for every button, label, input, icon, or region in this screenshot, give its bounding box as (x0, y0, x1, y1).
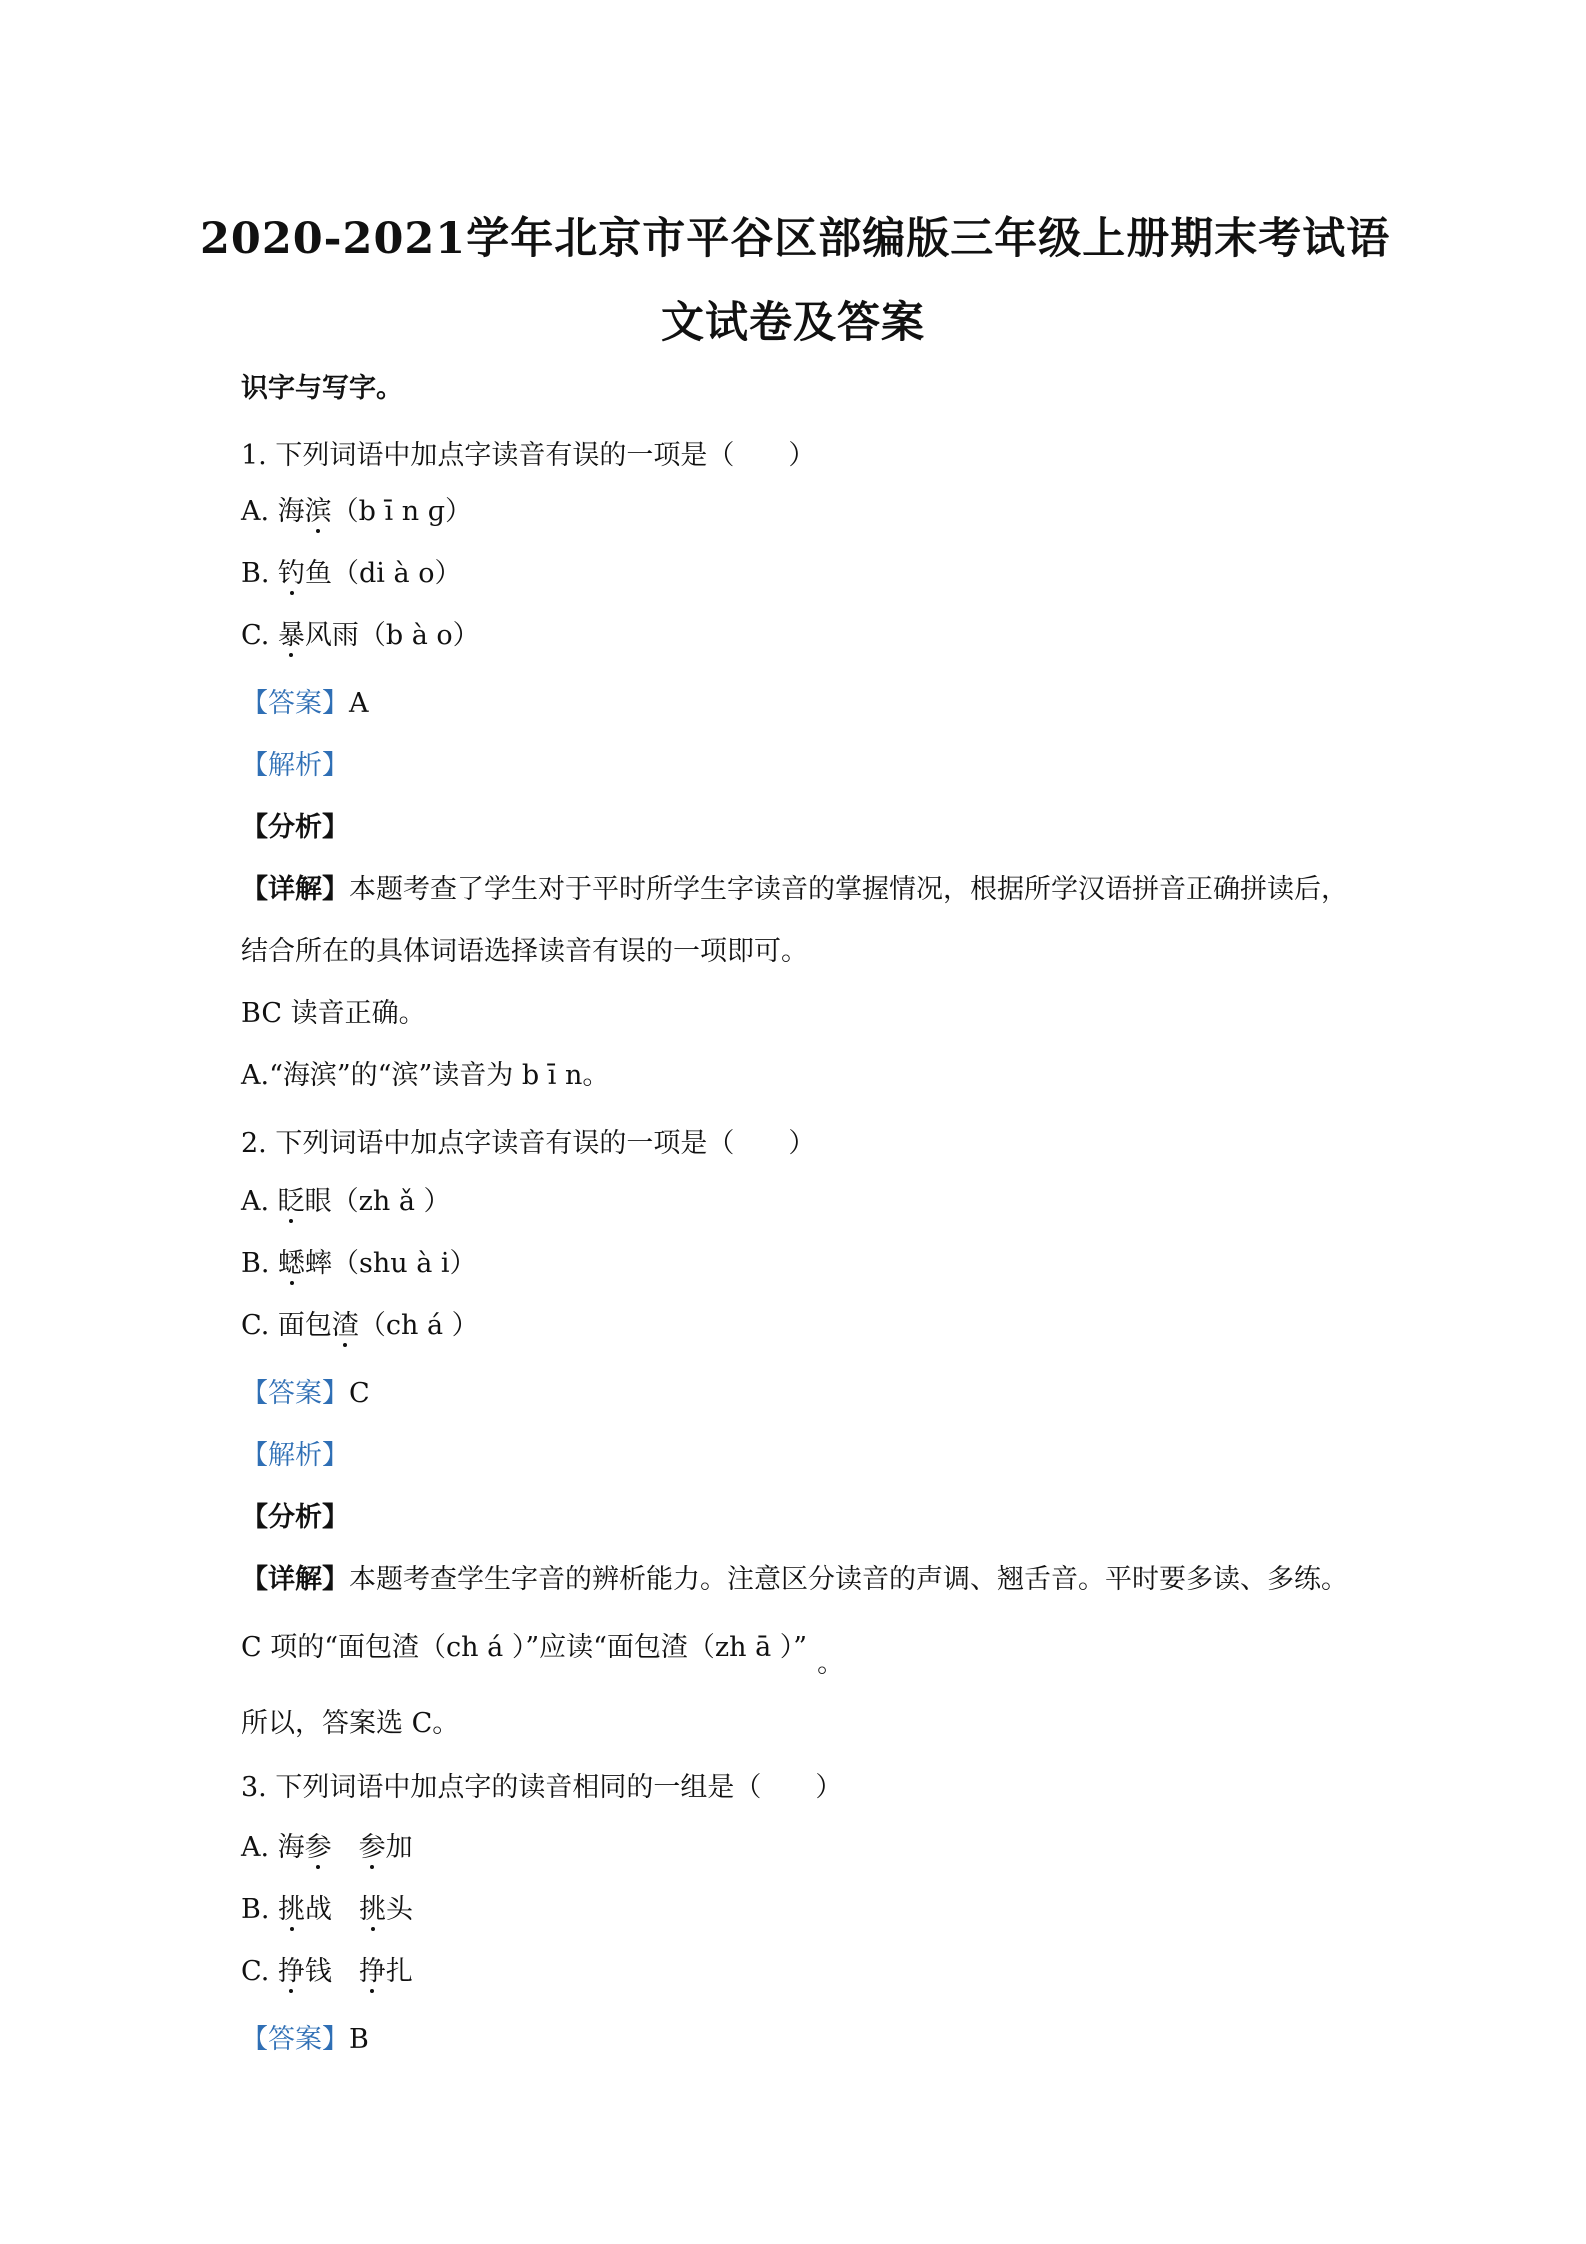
q1-answer-value: A (349, 688, 369, 719)
q3-option-a-suffix: 加 (385, 1832, 413, 1863)
q2-stem: 2. 下列词语中加点字读音有误的一项是（ ） (241, 1128, 816, 1159)
document-title-line-1: 2020-2021学年北京市平谷区部编版三年级上册期末考试语 (200, 214, 1391, 264)
q3-option-b (241, 1894, 413, 1926)
q3-option-c-prefix: C. (241, 1956, 278, 1987)
q2-option-a (241, 1186, 451, 1218)
q1-option-a-suffix: （b ī n ɡ） (331, 496, 473, 527)
q3-answer (241, 2024, 369, 2056)
q1-detail-line-1 (241, 874, 1348, 906)
q2-option-c-dotted-char: 渣 (331, 1310, 359, 1341)
q2-option-a-prefix: A. (241, 1186, 278, 1217)
q3-option-a-prefix: A. 海 (241, 1832, 305, 1863)
q3-option-b-middle: 战 (305, 1894, 360, 1925)
document-title-line-2: 文试卷及答案 (661, 298, 925, 348)
q3-option-c-dotted-char-1: 挣 (277, 1956, 305, 1987)
q2-option-a-dotted-char: 眨 (277, 1186, 305, 1217)
q2-detail-text-1: 本题考查学生字音的辨析能力。注意区分读音的声调、翘舌音。平时要多读、多练。 (349, 1564, 1348, 1595)
q1-detail-line-4: A.“海滨”的“滨”读音为 b ī n。 (241, 1060, 610, 1091)
q2-detail-text-2: C 项的“面包渣（ch á ）”应读“面包渣（zh ā ）” (241, 1632, 808, 1663)
q1-option-b-prefix: B. (241, 558, 279, 589)
q2-detail-line-1 (241, 1564, 1348, 1596)
q3-answer-value: B (349, 2024, 369, 2055)
q2-option-c (241, 1310, 479, 1342)
q3-option-a (241, 1832, 413, 1864)
q1-option-b-suffix: 鱼（di à o） (305, 558, 462, 589)
q2-answer (241, 1378, 370, 1410)
q1-option-c-dotted-char: 暴 (277, 620, 305, 651)
q3-option-a-middle (332, 1832, 359, 1863)
q1-detail-line-3: BC 读音正确。 (241, 998, 426, 1029)
q3-option-b-suffix: 头 (386, 1894, 414, 1925)
q3-option-b-prefix: B. (241, 1894, 279, 1925)
q1-option-a-dotted-char: 滨 (304, 496, 332, 527)
q2-detail-line-2 (241, 1632, 845, 1679)
q3-option-c-middle: 钱 (304, 1956, 359, 1987)
q2-option-a-suffix: 眼（zh ǎ ） (304, 1186, 451, 1217)
q1-option-c (241, 620, 480, 652)
q1-option-b (241, 558, 461, 590)
q2-option-c-prefix: C. 面包 (241, 1310, 332, 1341)
q3-option-c-suffix: 扎 (385, 1956, 413, 1987)
q1-stem: 1. 下列词语中加点字读音有误的一项是（ ） (241, 440, 816, 471)
q3-option-a-dotted-char-2: 参 (358, 1832, 386, 1863)
q2-fenxi-tag: 【分析】 (241, 1502, 349, 1533)
q1-detail-line-2: 结合所在的具体词语选择读音有误的一项即可。 (241, 936, 808, 967)
q3-option-a-dotted-char-1: 参 (304, 1832, 332, 1863)
q1-detail-tag: 【详解】 (241, 874, 349, 905)
q2-option-c-suffix: （ch á ） (358, 1310, 479, 1341)
q2-detail-period: 。 (817, 1648, 845, 1679)
q2-option-b-prefix: B. (241, 1248, 279, 1279)
q3-stem: 3. 下列词语中加点字的读音相同的一组是（ ） (241, 1772, 843, 1803)
q2-detail-tag: 【详解】 (241, 1564, 349, 1595)
q1-answer (241, 688, 369, 720)
q3-answer-tag: 【答案】 (241, 2024, 349, 2055)
q2-answer-tag: 【答案】 (241, 1378, 349, 1409)
q2-answer-value: C (349, 1378, 370, 1409)
q1-option-c-prefix: C. (241, 620, 278, 651)
q1-option-c-suffix: 风雨（b à o） (304, 620, 480, 651)
q2-detail-line-3: 所以，答案选 C。 (241, 1708, 460, 1739)
q2-option-b-suffix: 蟀（shu à i） (305, 1248, 477, 1279)
q3-option-c (241, 1956, 413, 1988)
q1-detail-text-1: 本题考查了学生对于平时所学生字读音的掌握情况，根据所学汉语拼音正确拼读后， (349, 874, 1348, 905)
q2-option-b-dotted-char: 蟋 (278, 1248, 306, 1279)
q1-option-b-dotted-char: 钓 (278, 558, 306, 589)
q2-option-b (241, 1248, 477, 1280)
q1-fenxi-tag: 【分析】 (241, 812, 349, 843)
q1-answer-tag: 【答案】 (241, 688, 349, 719)
q1-option-a-prefix: A. 海 (241, 496, 305, 527)
q3-option-c-dotted-char-2: 挣 (358, 1956, 386, 1987)
q2-analysis-tag: 【解析】 (241, 1440, 349, 1471)
q1-option-a (241, 496, 472, 528)
q3-option-b-dotted-char-2: 挑 (359, 1894, 387, 1925)
q1-analysis-tag: 【解析】 (241, 750, 349, 781)
section-heading: 识字与写字。 (241, 373, 403, 404)
q3-option-b-dotted-char-1: 挑 (278, 1894, 306, 1925)
